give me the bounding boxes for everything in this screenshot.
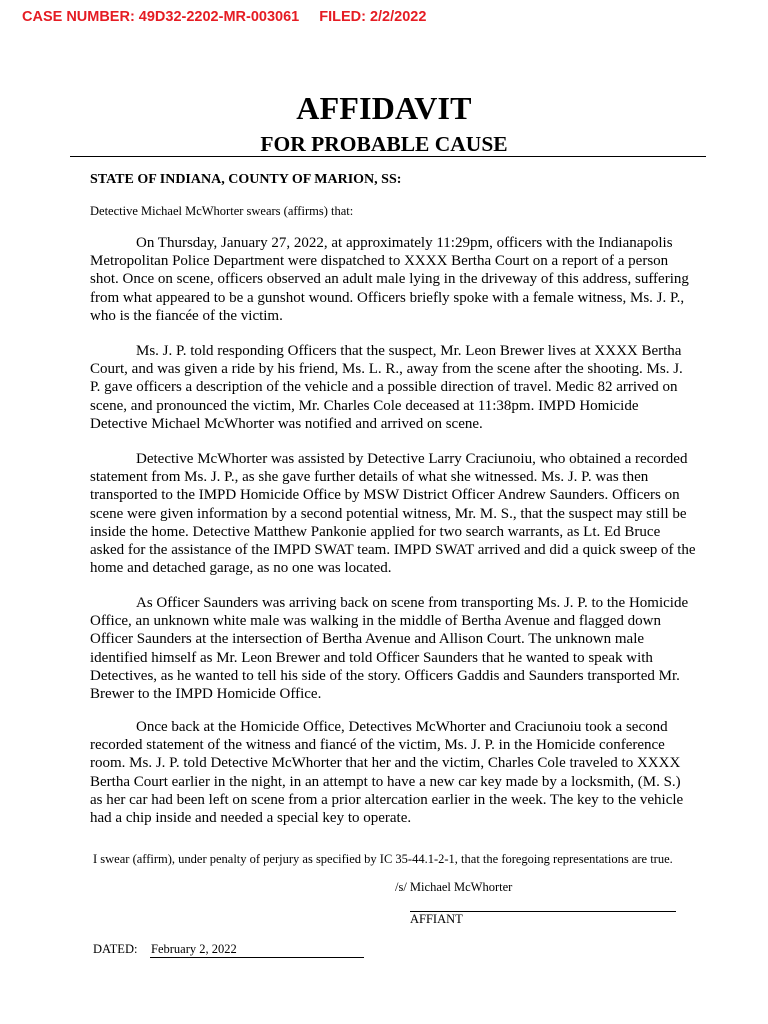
dated-value: February 2, 2022 — [151, 942, 237, 956]
case-header — [22, 9, 426, 25]
affiant-signature: /s/ Michael McWhorter — [395, 880, 513, 894]
dated-line — [150, 957, 364, 958]
affiant-label: AFFIANT — [410, 912, 463, 926]
affidavit-paragraph: Ms. J. P. told responding Officers that the suspect, Mr. Leon Brewer lives at XXXX Bertha Court, and was given a ride by his friend, Ms. L. R., away from the scene after the shooting. Ms. J. P. gave officers a description of the vehicle and a possible direction of travel. Medic 82 arrived on scene, and pronounced the victim, Mr. Charles Cole deceased at 11:38pm. IMPD Homicide Detective Michael McWhorter was notified and arrived on scene. — [90, 343, 683, 432]
sworn-intro: Detective Michael McWhorter swears (affirms) that: — [90, 204, 354, 218]
document-subtitle: FOR PROBABLE CAUSE — [260, 132, 508, 156]
case-number: CASE NUMBER: 49D32-2202-MR-003061 — [22, 9, 300, 25]
filed-date: FILED: 2/2/2022 — [319, 9, 427, 25]
affidavit-paragraph: Once back at the Homicide Office, Detectives McWhorter and Craciunoiu took a second recorded statement of the witness and fiancé of the victim, Ms. J. P. in the Homicide conference room. Ms. J. P. told Detective McWhorter that her and the victim, Charles Cole traveled to XXXX Bertha Court earlier in the night, in an attempt to have a new car key made by a locksmith, (M. S.) as her car had been left on scene from a prior altercation earlier in the week. The key to the vehicle had a chip inside and needed a special key to operate. — [90, 719, 684, 827]
dated-label: DATED: — [93, 942, 138, 956]
oath-statement: I swear (affirm), under penalty of perjury as specified by IC 35-44.1-2-1, that the foregoing representations are true. — [93, 852, 673, 866]
jurisdiction-heading: STATE OF INDIANA, COUNTY OF MARION, SS: — [90, 172, 402, 187]
document-title: AFFIDAVIT — [296, 90, 472, 126]
affidavit-paragraph: On Thursday, January 27, 2022, at approximately 11:29pm, officers with the Indianapolis Metropolitan Police Department were dispatched to XXXX Bertha Court on a report of a person shot. Once on scene, officers observed an adult male lying in the driveway of this address, suffering from what appeared to be a gunshot wound. Officers briefly spoke with a female witness, Ms. J. P., who is the fiancée of the victim. — [90, 235, 689, 324]
title-divider — [70, 156, 706, 157]
affidavit-paragraph: Detective McWhorter was assisted by Detective Larry Craciunoiu, who obtained a recorded statement from Ms. J. P., as she gave further details of what she witnessed. Ms. J. P. was then transported to the IMPD Homicide Office by MSW District Officer Andrew Saunders. Officers on scene were given information by a second potential witness, Mr. M. S., that the suspect may still be inside the home. Detective Matthew Pankonie applied for two search warrants, as Lt. Ed Bruce asked for the assistance of the IMPD SWAT team. IMPD SWAT arrived and did a quick sweep of the home and detached garage, as no one was located. — [90, 451, 696, 577]
affidavit-paragraph: As Officer Saunders was arriving back on scene from transporting Ms. J. P. to the Homicide Office, an unknown white male was walking in the middle of Bertha Avenue and flagged down Officer Saunders at the intersection of Bertha Avenue and Allison Court. The unknown male identified himself as Mr. Leon Brewer and told Officer Saunders that he wanted to speak with Detectives, as he wanted to tell his side of the story. Officers Gaddis and Saunders transported Mr. Brewer to the IMPD Homicide Office. — [90, 595, 689, 703]
